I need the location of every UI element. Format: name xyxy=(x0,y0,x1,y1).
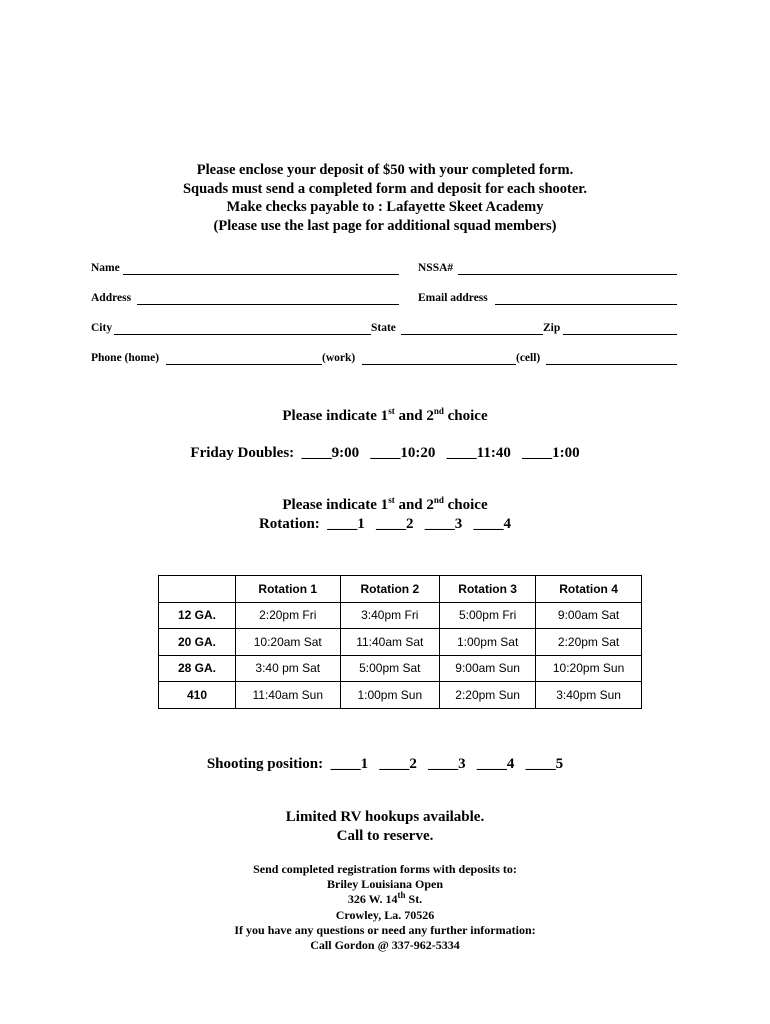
gauge-cell: 410 xyxy=(159,682,236,709)
city-field[interactable] xyxy=(114,322,371,335)
table-cell: 1:00pm Sun xyxy=(340,682,440,709)
rotation-option[interactable]: ____1 xyxy=(323,516,365,532)
choice-mid: and 2 xyxy=(394,408,434,424)
shooting-position-row xyxy=(0,756,770,773)
nssa-label: NSSA# xyxy=(418,262,454,274)
email-field[interactable] xyxy=(495,292,677,305)
address-row xyxy=(91,292,677,308)
table-cell: 3:40 pm Sat xyxy=(236,655,341,682)
choice-tail: choice xyxy=(443,408,488,424)
table-row xyxy=(159,602,642,629)
table-row xyxy=(159,629,642,656)
mailing-city: Crowley, La. 70526 xyxy=(335,907,435,922)
table-row xyxy=(159,655,642,682)
table-cell: 11:40am Sat xyxy=(340,629,440,656)
shooting-option[interactable]: ____1 xyxy=(326,756,369,772)
table-cell: 10:20pm Sun xyxy=(536,655,642,682)
gauge-cell: 12 GA. xyxy=(159,602,236,629)
mailing-street: 326 W. 14th St. xyxy=(347,890,423,907)
choice-heading-friday xyxy=(0,408,770,425)
table-cell: 2:20pm Sun xyxy=(440,682,536,709)
zip-field[interactable] xyxy=(563,322,677,335)
phone-row xyxy=(91,352,677,368)
mailing-intro: Send completed registration forms with deposits to: xyxy=(253,862,517,876)
table-cell: 3:40pm Fri xyxy=(340,602,440,629)
shooting-option[interactable]: ____2 xyxy=(379,756,417,772)
table-row xyxy=(159,682,642,709)
table-cell: 5:00pm Sat xyxy=(340,655,440,682)
friday-doubles-row xyxy=(0,445,770,462)
name-label: Name xyxy=(91,262,120,274)
rotation-option[interactable]: ____4 xyxy=(473,516,512,532)
address-label: Address xyxy=(91,292,132,304)
table-cell: 3:40pm Sun xyxy=(536,682,642,709)
rv-notice xyxy=(0,808,770,845)
table-header-cell: Rotation 3 xyxy=(440,576,536,603)
intro-line-additional: (Please use the last page for additional squad members) xyxy=(213,217,557,234)
table-cell: 9:00am Sat xyxy=(536,602,642,629)
rv-line-reserve: Call to reserve. xyxy=(336,827,434,844)
rotation-option[interactable]: ____2 xyxy=(376,516,414,532)
name-field[interactable] xyxy=(123,262,399,275)
table-cell: 1:00pm Sat xyxy=(440,629,536,656)
name-row xyxy=(91,262,677,278)
nssa-field[interactable] xyxy=(458,262,677,275)
phone-home-label: Phone (home) xyxy=(91,352,160,364)
intro-line-deposit: Please enclose your deposit of $50 with your completed form. xyxy=(196,162,574,178)
shooting-option[interactable]: ____5 xyxy=(525,756,564,772)
gauge-cell: 28 GA. xyxy=(159,655,236,682)
state-field[interactable] xyxy=(401,322,543,335)
mailing-questions: If you have any questions or need any further information: xyxy=(234,922,536,937)
shooting-option[interactable]: ____3 xyxy=(428,756,466,772)
table-header-cell xyxy=(159,576,236,603)
table-header-row xyxy=(159,576,642,603)
gauge-cell: 20 GA. xyxy=(159,629,236,656)
intro-line-squads: Squads must send a completed form and deposit for each shooter. xyxy=(182,180,588,197)
shooting-position-label: Shooting position: xyxy=(206,756,324,772)
friday-option[interactable]: ____9:00 xyxy=(297,445,360,461)
choice-mid: and 2 xyxy=(394,497,434,513)
city-row xyxy=(91,322,677,338)
phone-work-field[interactable] xyxy=(362,352,516,365)
table-cell: 5:00pm Fri xyxy=(440,602,536,629)
rotation-table xyxy=(158,575,642,709)
rotation-label: Rotation: xyxy=(258,516,320,532)
rotation-choice-row xyxy=(0,516,770,533)
state-label: State xyxy=(371,322,396,334)
phone-cell-label: (cell) xyxy=(516,352,541,364)
friday-doubles-label: Friday Doubles: xyxy=(190,445,295,461)
choice-sup-second: nd xyxy=(433,406,444,416)
friday-option[interactable]: ____11:40 xyxy=(446,445,511,461)
phone-work-label: (work) xyxy=(322,352,356,364)
choice-lead: Please indicate 1 xyxy=(282,497,389,513)
mailing-recipient: Briley Louisiana Open xyxy=(326,877,444,892)
intro-block xyxy=(0,161,770,235)
email-label: Email address xyxy=(418,292,488,304)
choice-lead: Please indicate 1 xyxy=(282,408,389,424)
mailing-block xyxy=(0,862,770,953)
rotation-option[interactable]: ____3 xyxy=(424,516,463,532)
table-cell: 10:20am Sat xyxy=(236,629,341,656)
zip-label: Zip xyxy=(543,322,561,334)
phone-home-field[interactable] xyxy=(166,352,322,365)
table-cell: 9:00am Sun xyxy=(440,655,536,682)
intro-line-checks: Make checks payable to : Lafayette Skeet Academy xyxy=(226,199,544,215)
table-header-cell: Rotation 2 xyxy=(340,576,440,603)
choice-sup-first: st xyxy=(388,406,395,416)
table-header-cell: Rotation 1 xyxy=(236,576,341,603)
mailing-contact: Call Gordon @ 337-962-5334 xyxy=(310,938,460,953)
phone-cell-field[interactable] xyxy=(546,352,677,365)
choice-tail: choice xyxy=(443,497,488,513)
choice-sup-second: nd xyxy=(433,495,444,505)
city-label: City xyxy=(91,322,113,334)
table-cell: 11:40am Sun xyxy=(236,682,341,709)
friday-option[interactable]: ____1:00 xyxy=(522,445,580,461)
table-cell: 2:20pm Sat xyxy=(536,629,642,656)
address-field[interactable] xyxy=(137,292,399,305)
friday-option[interactable]: ____10:20 xyxy=(370,445,436,461)
table-cell: 2:20pm Fri xyxy=(236,602,341,629)
choice-heading-rotation xyxy=(0,497,770,514)
table-header-cell: Rotation 4 xyxy=(536,576,642,603)
choice-sup-first: st xyxy=(388,495,395,505)
rv-line-available: Limited RV hookups available. xyxy=(285,809,485,825)
shooting-option[interactable]: ____4 xyxy=(476,756,515,772)
